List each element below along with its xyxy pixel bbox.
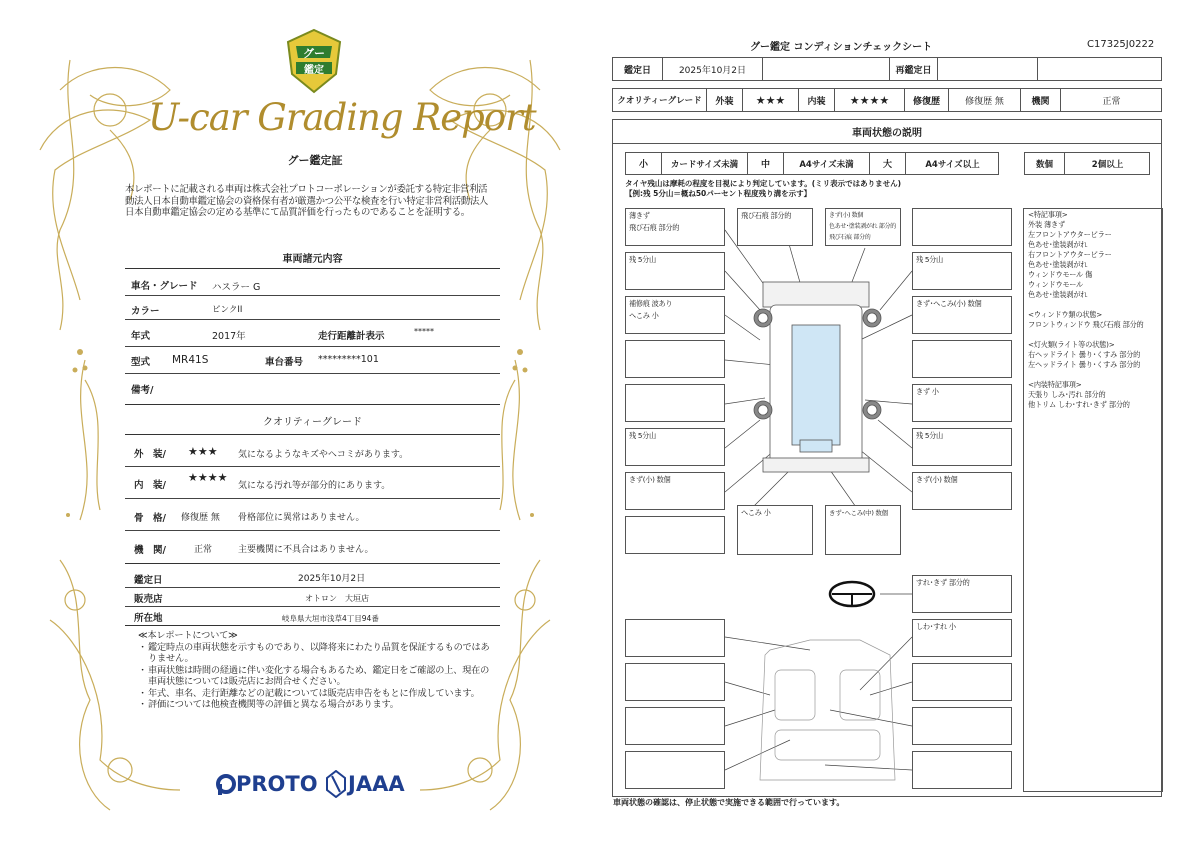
- interior-label: 内 装/: [134, 480, 166, 491]
- name-value: ハスラー G: [212, 282, 261, 293]
- note-line: 左ヘッドライト 曇り･くすみ 部分的: [1028, 360, 1141, 369]
- divider: [125, 625, 500, 626]
- note-line: <灯火類(ライト等の状態)>: [1028, 340, 1115, 349]
- panel-rear-center: へこみ 小: [737, 505, 813, 555]
- exterior-label: 外 装/: [134, 449, 166, 460]
- name-label: 車名・グレード: [131, 281, 198, 292]
- logo-text-bottom: 鑑定: [304, 65, 324, 76]
- engine-value: 正常: [1102, 96, 1121, 107]
- mileage-value: *****: [414, 327, 434, 336]
- cert-title: グー鑑定証: [287, 154, 343, 167]
- frame-desc: 骨格部位に異常はありません。: [238, 513, 365, 523]
- steering-wheel-icon: [830, 582, 874, 606]
- size-medium-value: A4サイズ未満: [784, 153, 870, 174]
- ext-value: ★★★: [743, 89, 799, 111]
- section-title: 車両状態の説明: [612, 119, 1162, 144]
- engine-grade: 正常: [194, 545, 213, 555]
- exterior-grade: ★★★: [188, 445, 218, 458]
- ext-label: 外装: [707, 89, 743, 111]
- sheet-id: C17325J0222: [1087, 39, 1155, 50]
- note-line: 色あせ･塗装剥がれ: [1028, 290, 1088, 299]
- notes-heading: ≪本レポートについて≫: [138, 630, 238, 641]
- panel-right-door-front: [912, 340, 1012, 378]
- note-line: 天張り しみ･汚れ 部分的: [1028, 390, 1106, 399]
- divider: [125, 530, 500, 531]
- int-value: ★★★★: [835, 89, 905, 111]
- engine-label: 機 関/: [134, 545, 166, 556]
- size-small-value: カードサイズ未満: [662, 153, 748, 174]
- divider: [125, 606, 500, 607]
- divider: [125, 268, 500, 269]
- note-line: 左フロントアウタービラー: [1028, 230, 1112, 239]
- panel-tire-rl: 残 5分山: [625, 428, 725, 466]
- divider: [125, 563, 500, 564]
- spacer: [1028, 300, 1158, 310]
- intro-text: 本レポートに記載される車両は株式会社プロトコーポレーションが委託する特定非営利活動法人日本自動車鑑定協会の資格保有者が厳選かつ公平な検査を行い特定非営利活動法人日本自動車鑑定協会の定める基準にて品質評価を行ったものであることを証明する。: [125, 184, 489, 218]
- note-line: <内装特記事項>: [1028, 380, 1082, 389]
- panel-interior-2: しわ･すれ 小: [912, 619, 1012, 657]
- remarks-label: 備考/: [131, 385, 154, 396]
- year-label: 年式: [131, 331, 151, 342]
- panel-front-center: 飛び石痕 部分的: [737, 208, 813, 246]
- interior-outline: [760, 640, 895, 780]
- jaaa-text: JAAA: [348, 772, 405, 796]
- note-line: 色あせ･塗装剥がれ: [1028, 260, 1088, 269]
- date-label: 鑑定日: [134, 575, 163, 586]
- interior-grade: ★★★★: [188, 471, 228, 484]
- note-item: 評価については他検査機関等の評価と異なる場合があります。: [148, 699, 399, 710]
- spacer: [1028, 330, 1158, 340]
- divider: [125, 295, 500, 296]
- quality-heading: クオリティーグレード: [263, 417, 362, 428]
- shop-label: 販売店: [134, 594, 163, 605]
- note-line: 色あせ･塗装剥がれ: [1028, 240, 1088, 249]
- color-label: カラー: [131, 306, 160, 317]
- interior-desc: 気になる汚れ等が部分的にあります。: [238, 481, 391, 491]
- qg-label: クオリティーグレード: [613, 89, 707, 111]
- note-line: <特記事項>: [1028, 210, 1068, 219]
- panel-right-fender: きず･へこみ(小) 数個: [912, 296, 1012, 334]
- chassis-value: *********101: [318, 354, 379, 365]
- panel-right-quarter: きず(小) 数個: [912, 472, 1012, 510]
- panel-tire-rr: 残 5分山: [912, 428, 1012, 466]
- count-value: 2個以上: [1091, 159, 1124, 170]
- panel-steering: すれ･きず 部分的: [912, 575, 1012, 613]
- note-line: ウィンドウモール: [1028, 280, 1084, 289]
- date-value: 2025年10月2日: [298, 574, 366, 584]
- panel-interior-8: [912, 751, 1012, 789]
- panel-interior-5: [625, 707, 725, 745]
- note-item: 車両状態は時間の経過に伴い変化する場合もあるため、鑑定日をご確認の上、現在の車両状態については販売店にお問合せください。: [148, 664, 490, 687]
- panel-rear-left: [625, 516, 725, 554]
- sheet-title: グー鑑定 コンディションチェックシート: [750, 42, 933, 53]
- address-value: 岐阜県大垣市浅草4丁目94番: [282, 614, 379, 623]
- divider: [125, 346, 500, 347]
- panel-left-fender: 補修痕 波あり へこみ 小: [625, 296, 725, 334]
- repair-value: 修復歴 無: [949, 89, 1021, 111]
- panel-interior-6: [912, 707, 1012, 745]
- count-label: 数個: [1025, 153, 1065, 174]
- year-value: 2017年: [212, 331, 246, 342]
- model-label: 型式: [131, 357, 151, 368]
- note-item: 年式、車名、走行距離などの記載については販売店申告をもとに作成しています。: [148, 687, 480, 699]
- engine-label: 機関: [1021, 89, 1061, 111]
- note-line: 右フロントアウタービラー: [1028, 250, 1112, 259]
- divider: [125, 498, 500, 499]
- panel-rear-right: きず･へこみ(中) 数個: [825, 505, 901, 555]
- address-label: 所在地: [134, 613, 163, 624]
- note-line: 他トリム しわ･すれ･きず 部分的: [1028, 400, 1130, 409]
- int-label: 内装: [799, 89, 835, 111]
- repair-label: 修復歴: [905, 89, 949, 111]
- note-line: 右ヘッドライト 曇り･くすみ 部分的: [1028, 350, 1141, 359]
- panel-left-door-rear: [625, 384, 725, 422]
- proto-logo: [216, 772, 316, 798]
- chassis-label: 車台番号: [265, 357, 304, 368]
- note-line: ウィンドウモール 傷: [1028, 270, 1093, 279]
- special-notes: [1023, 208, 1163, 792]
- shop-value: オトロン 大垣店: [305, 594, 369, 603]
- panel-left-door-front: [625, 340, 725, 378]
- frame-grade: 修復歴 無: [181, 513, 220, 523]
- proto-text: PROTO: [236, 772, 318, 796]
- date-label: 鑑定日: [613, 58, 663, 80]
- divider: [125, 373, 500, 374]
- size-medium-key: 中: [748, 153, 784, 174]
- condition-check-sheet: [600, 0, 1200, 848]
- panel-front-right: きず(小) 数個 色あせ･塗装剥がれ 部分的 飛び石痕 部分的: [825, 208, 901, 246]
- report-title: U-car Grading Report: [148, 96, 536, 139]
- jaaa-logo: [326, 770, 408, 800]
- divider: [125, 587, 500, 588]
- note-line: <ウィンドウ類の状態>: [1028, 310, 1103, 319]
- divider: [125, 404, 500, 405]
- logo-text-top: グー: [303, 47, 325, 60]
- car-body: [754, 282, 881, 472]
- tire-example: 【例:残 5分山＝概ね50パーセント程度残り溝を示す】: [625, 189, 812, 198]
- engine-desc: 主要機関に不具合はありません。: [238, 545, 374, 555]
- exterior-desc: 気になるようなキズやヘコミがあります。: [238, 450, 409, 460]
- tire-note: タイヤ残山は摩耗の程度を目視により判定しています。(ミリ表示ではありません): [625, 179, 902, 188]
- redate-label: 再鑑定日: [890, 58, 938, 80]
- panel-top-right: [912, 208, 1012, 246]
- mileage-label: 走行距離計表示: [318, 331, 385, 342]
- divider: [125, 466, 500, 467]
- note-line: フロントウィンドウ 飛び石痕 部分的: [1028, 320, 1144, 329]
- notes: ≪本レポートについて≫ ・ 鑑定時点の車両状態を示すものであり、以降将来にわたり品質を保証するものではありません。 ・ 車両状態は時間の経過に伴い変化する場合もあるため、鑑定日をご確認の上、現在の車両状態については販売店にお問合せください。 ・ 年式、車名、走行距離などの記載については販売店申告をもとに作成しています。 ・ 評価については他検査機関等の評価と異なる場合があります。: [138, 630, 498, 711]
- note-line: 外装 薄きず: [1028, 220, 1066, 229]
- spec-heading: 車両諸元内容: [282, 254, 343, 265]
- model-value: MR41S: [172, 354, 209, 366]
- frame-label: 骨 格/: [134, 513, 166, 524]
- panel-front-left: 薄きず 飛び石痕 部分的: [625, 208, 725, 246]
- panel-interior-7: [625, 751, 725, 789]
- sheet-footer: 車両状態の確認は、停止状態で実施できる範囲で行っています。: [613, 798, 845, 807]
- color-value: ピンクII: [212, 305, 243, 315]
- size-large-key: 大: [870, 153, 906, 174]
- divider: [125, 319, 500, 320]
- size-large-value: A4サイズ以上: [925, 159, 980, 170]
- panel-interior-1: [625, 619, 725, 657]
- goo-kantei-logo: [286, 28, 342, 94]
- note-item: 鑑定時点の車両状態を示すものであり、以降将来にわたり品質を保証するものではありません。: [148, 641, 490, 664]
- size-small-key: 小: [626, 153, 662, 174]
- panel-interior-3: [625, 663, 725, 701]
- divider: [125, 434, 500, 435]
- panel-left-quarter: きず(小) 数個: [625, 472, 725, 510]
- date-value: 2025年10月2日: [663, 58, 763, 80]
- panel-right-door-rear: きず 小: [912, 384, 1012, 422]
- spacer: [1028, 370, 1158, 380]
- panel-tire-fl: 残 5分山: [625, 252, 725, 290]
- panel-interior-4: [912, 663, 1012, 701]
- panel-tire-fr: 残 5分山: [912, 252, 1012, 290]
